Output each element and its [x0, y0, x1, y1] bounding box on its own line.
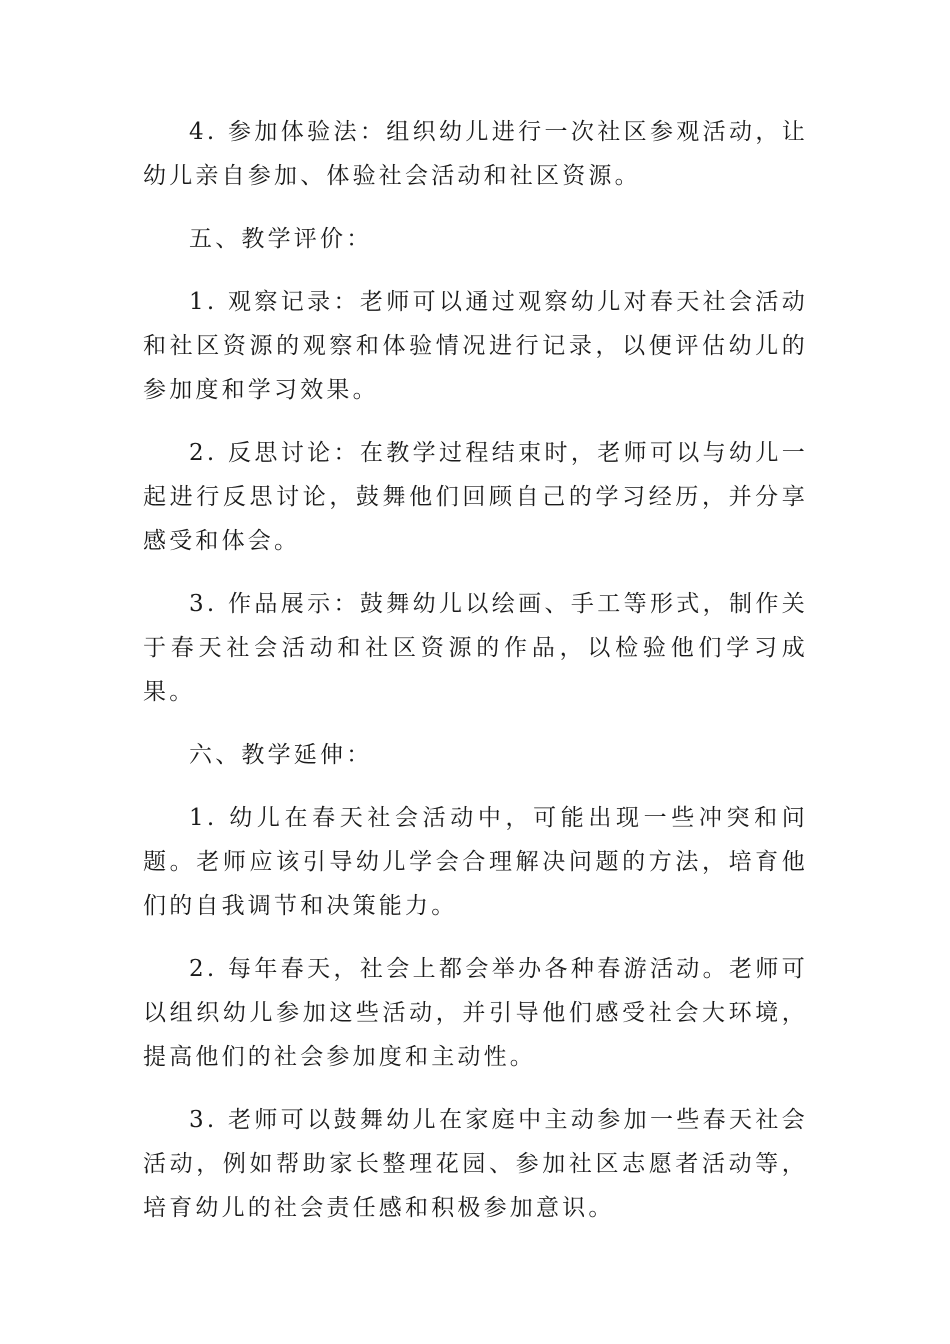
document-body	[143, 110, 808, 1249]
paragraph-extension-3: 3. 老师可以鼓舞幼儿在家庭中主动参加一些春天社会活动，例如帮助家长整理花园、参加社区志愿者活动等，培育幼儿的社会责任感和积极参加意识。	[143, 1107, 808, 1221]
paragraph-extension-2: 2. 每年春天，社会上都会举办各种春游活动。老师可以组织幼儿参加这些活动，并引导他们感受社会大环境，提高他们的社会参加度和主动性。	[143, 956, 808, 1070]
section-heading-teaching-extension: 六、教学延伸：	[189, 742, 373, 768]
paragraph-experience-method: 4. 参加体验法：组织幼儿进行一次社区参观活动，让幼儿亲自参加、体验社会活动和社区资源。	[143, 119, 808, 189]
section-heading-teaching-evaluation: 五、教学评价：	[189, 226, 373, 252]
paragraph-reflection-discussion: 2. 反思讨论：在教学过程结束时，老师可以与幼儿一起进行反思讨论，鼓舞他们回顾自己的学习经历，并分享感受和体会。	[143, 440, 808, 554]
paragraph-extension-1: 1. 幼儿在春天社会活动中，可能出现一些冲突和问题。老师应该引导幼儿学会合理解决问题的方法，培育他们的自我调节和决策能力。	[143, 805, 808, 919]
paragraph-observation-record: 1. 观察记录：老师可以通过观察幼儿对春天社会活动和社区资源的观察和体验情况进行记录，以便评估幼儿的参加度和学习效果。	[143, 289, 808, 403]
paragraph-work-display: 3. 作品展示：鼓舞幼儿以绘画、手工等形式，制作关于春天社会活动和社区资源的作品，以检验他们学习成果。	[143, 591, 808, 705]
